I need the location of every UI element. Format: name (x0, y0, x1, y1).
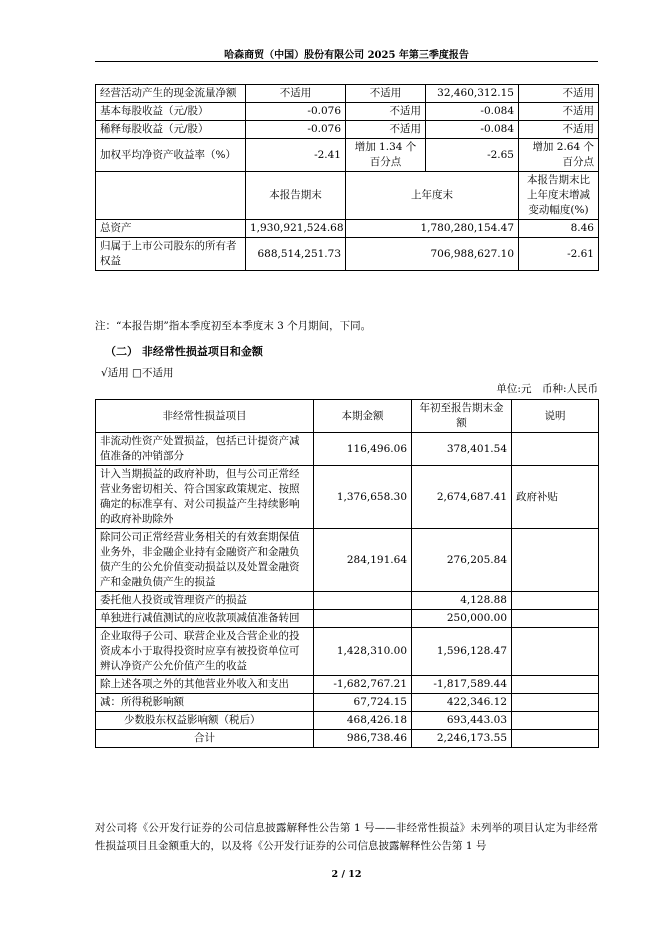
cell-value: 468,426.18 (314, 712, 412, 730)
table-row (96, 103, 599, 121)
row-item: 除同公司正常经营业务相关的有效套期保值业务外，非金融企业持有金融资产和金融负债产生的公允价值变动损益以及处置金融资产和金融负债产生的损益 (96, 529, 314, 592)
cell-value (512, 712, 599, 730)
cell-value (512, 592, 599, 610)
cell-value (512, 529, 599, 592)
cell-value: 276,205.84 (412, 529, 512, 592)
cell-value (512, 628, 599, 676)
table-row (96, 85, 599, 103)
unit-label: 单位:元 币种:人民币 (496, 383, 598, 395)
row-item: 非流动性资产处置损益，包括已计提资产减值准备的冲销部分 (96, 433, 314, 466)
row-item: 总资产 (96, 220, 246, 238)
key-financials-table (95, 84, 599, 271)
column-header: 本期金额 (314, 400, 412, 433)
table-header-row (96, 400, 599, 433)
cell-value: 增加 2.64 个百分点 (519, 139, 599, 172)
page-header-title: 哈森商贸（中国）股份有限公司 2025 年第三季度报告 (224, 50, 469, 61)
cell-value (512, 676, 599, 694)
table-row (96, 676, 599, 694)
cell-value: -2.41 (246, 139, 346, 172)
cell-value (512, 730, 599, 748)
cell-value: 不适用 (346, 103, 426, 121)
cell-value: 1,596,128.47 (412, 628, 512, 676)
cell-value (512, 694, 599, 712)
table-row (96, 592, 599, 610)
row-item: 委托他人投资或管理资产的损益 (96, 592, 314, 610)
cell-value: 284,191.64 (314, 529, 412, 592)
cell-value: 986,738.46 (314, 730, 412, 748)
table-row (96, 610, 599, 628)
cell-value: 693,443.03 (412, 712, 512, 730)
cell-value: 67,724.15 (314, 694, 412, 712)
cell-value: -0.084 (426, 103, 519, 121)
empty-cell (96, 172, 246, 220)
cell-value: 4,128.88 (412, 592, 512, 610)
row-item: 企业取得子公司、联营企业及合营企业的投资成本小于取得投资时应享有被投资单位可辨认净资产公允价值产生的收益 (96, 628, 314, 676)
body-paragraph: 对公司将《公开发行证券的公司信息披露解释性公告第 1 号——非经常性损益》未列举的项目认定为非经常性损益项目且金额重大的，以及将《公开发行证券的公司信息披露解释性公告第 1 号 (95, 822, 598, 852)
table-row (96, 121, 599, 139)
cell-value: 不适用 (519, 85, 599, 103)
cell-value: 不适用 (346, 121, 426, 139)
cell-value (512, 433, 599, 466)
cell-value: 1,780,280,154.47 (346, 220, 519, 238)
cell-value: 250,000.00 (412, 610, 512, 628)
cell-value: 1,376,658.30 (314, 466, 412, 529)
row-item: 计入当期损益的政府补助，但与公司正常经营业务密切相关、符合国家政策规定、按照确定的标准享有、对公司损益产生持续影响的政府补助除外 (96, 466, 314, 529)
cell-value: 116,496.06 (314, 433, 412, 466)
row-item: 稀释每股收益（元/股） (96, 121, 246, 139)
row-item: 基本每股收益（元/股） (96, 103, 246, 121)
row-item: 除上述各项之外的其他营业外收入和支出 (96, 676, 314, 694)
table-row (96, 712, 599, 730)
cell-value: -1,817,589.44 (412, 676, 512, 694)
column-header: 非经常性损益项目 (96, 400, 314, 433)
table-row (96, 628, 599, 676)
column-header: 说明 (512, 400, 599, 433)
cell-value: -2.65 (426, 139, 519, 172)
column-header: 上年度末 (346, 172, 519, 220)
row-item: 减：所得税影响额 (96, 694, 314, 712)
non-recurring-items-table (95, 399, 599, 748)
cell-value: 不适用 (519, 121, 599, 139)
column-header: 本报告期末 (246, 172, 346, 220)
cell-value: -2.61 (519, 238, 599, 271)
table-header-row (96, 172, 599, 220)
row-item: 单独进行减值测试的应收款项减值准备转回 (96, 610, 314, 628)
cell-value: 378,401.54 (412, 433, 512, 466)
section-title: （二） 非经常性损益项目和金额 (105, 345, 263, 358)
cell-value: 422,346.12 (412, 694, 512, 712)
column-header: 本报告期末比上年度末增减变动幅度(%) (519, 172, 599, 220)
table-row (96, 238, 599, 271)
cell-value: -0.076 (246, 103, 346, 121)
row-item: 经营活动产生的现金流量净额 (96, 85, 246, 103)
cell-value: -0.076 (246, 121, 346, 139)
cell-value: -0.084 (426, 121, 519, 139)
cell-value: 688,514,251.73 (246, 238, 346, 271)
cell-value: 1,930,921,524.68 (246, 220, 346, 238)
column-header: 年初至报告期末金额 (412, 400, 512, 433)
table-row (96, 466, 599, 529)
cell-value (512, 610, 599, 628)
cell-value (314, 610, 412, 628)
cell-value: 政府补贴 (512, 466, 599, 529)
row-item: 加权平均净资产收益率（%） (96, 139, 246, 172)
page-number: 2 / 12 (331, 869, 362, 880)
row-item: 归属于上市公司股东的所有者权益 (96, 238, 246, 271)
header-divider (95, 61, 598, 62)
cell-value: 1,428,310.00 (314, 628, 412, 676)
cell-value: 8.46 (519, 220, 599, 238)
table-note: 注：“本报告期”指本季度初至本季度末 3 个月期间，下同。 (95, 320, 372, 332)
table-row (96, 694, 599, 712)
cell-value (314, 592, 412, 610)
table-row (96, 139, 599, 172)
table-total-row (96, 730, 599, 748)
cell-value: 不适用 (246, 85, 346, 103)
cell-value: 增加 1.34 个百分点 (346, 139, 426, 172)
cell-value: 不适用 (346, 85, 426, 103)
table-row (96, 220, 599, 238)
applicability-marker: √适用 □不适用 (101, 367, 174, 379)
row-item: 少数股东权益影响额（税后） (96, 712, 314, 730)
cell-value: -1,682,767.21 (314, 676, 412, 694)
table-row (96, 529, 599, 592)
row-item: 合计 (96, 730, 314, 748)
cell-value: 2,674,687.41 (412, 466, 512, 529)
cell-value: 32,460,312.15 (426, 85, 519, 103)
cell-value: 不适用 (519, 103, 599, 121)
cell-value: 2,246,173.55 (412, 730, 512, 748)
cell-value: 706,988,627.10 (346, 238, 519, 271)
table-row (96, 433, 599, 466)
